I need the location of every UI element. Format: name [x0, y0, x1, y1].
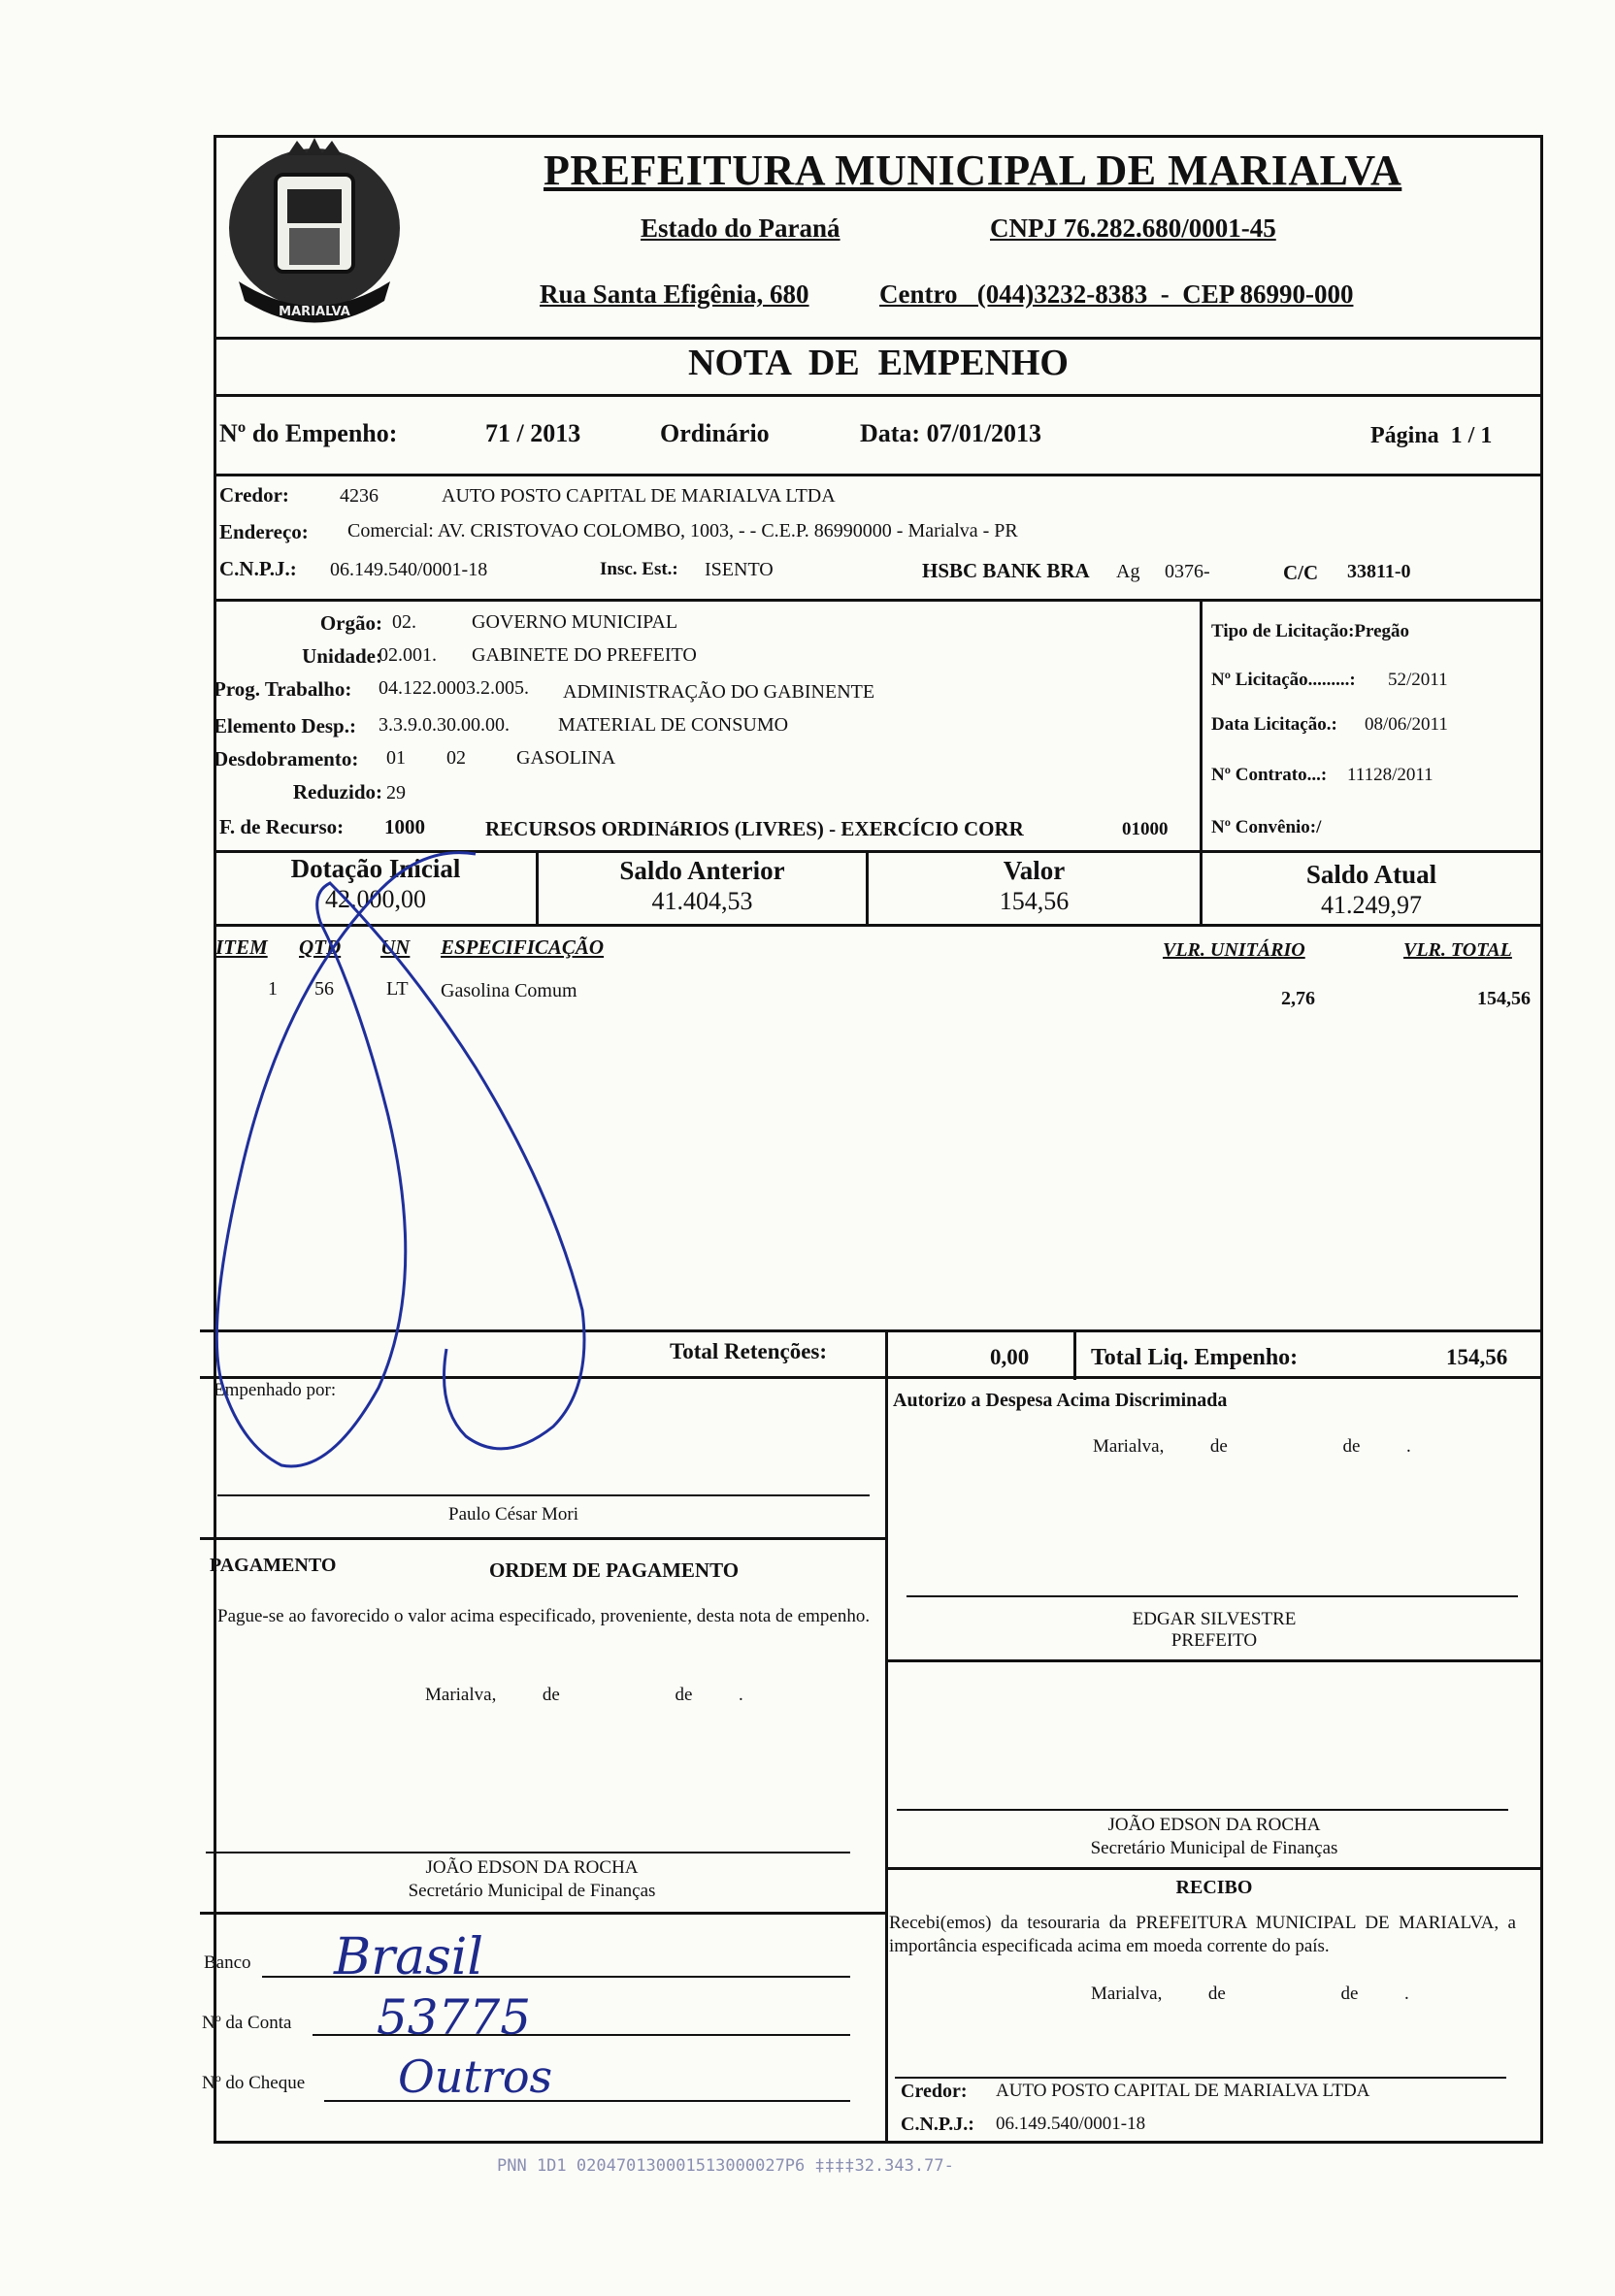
empenho-number: 71 / 2013 — [485, 419, 581, 447]
seal-label: MARIALVA — [279, 305, 350, 319]
elemento-code: 3.3.9.0.30.00.00. — [379, 714, 510, 736]
secretario-title-left: Secretário Municipal de Finanças — [408, 1881, 656, 1901]
divider — [885, 1329, 888, 1380]
total-retencoes-value: 0,00 — [990, 1345, 1030, 1369]
desdobramento-label: Desdobramento: — [214, 747, 359, 771]
date-line-3: Marialva, de de . — [1091, 1984, 1409, 2004]
col-header-qtd: QTD — [299, 935, 342, 959]
signature-line — [217, 1494, 870, 1496]
divider — [214, 474, 1543, 476]
row-total-value: 154,56 — [1477, 988, 1531, 1009]
signature-line — [897, 1809, 1508, 1811]
saldo-atual-value: 41.249,97 — [1321, 891, 1422, 919]
cheque-label: Nº do Cheque — [202, 2073, 306, 2093]
row-unit-value: 2,76 — [1281, 988, 1315, 1009]
recibo-credor-value: AUTO POSTO CAPITAL DE MARIALVA LTDA — [996, 2081, 1370, 2101]
tipo-licitacao: Tipo de Licitação:Pregão — [1211, 621, 1410, 641]
handwritten-loop-mark — [184, 844, 641, 1475]
divider — [200, 1912, 885, 1915]
divider — [885, 1867, 1543, 1870]
fonte-name: RECURSOS ORDINáRIOS (LIVRES) - EXERCÍCIO CORR — [485, 817, 1024, 840]
account-value: 33811-0 — [1347, 561, 1411, 582]
autorizo-label: Autorizo a Despesa Acima Discriminada — [893, 1390, 1228, 1411]
elemento-label: Elemento Desp.: — [214, 714, 356, 738]
agency-value: 0376- — [1165, 561, 1210, 582]
unidade-name: GABINETE DO PREFEITO — [472, 644, 697, 666]
saldo-anterior-label: Saldo Anterior — [619, 856, 785, 885]
address-rest: Centro (044)3232-8383 - CEP 86990-000 — [879, 279, 1354, 309]
state-label: Estado do Paraná — [641, 213, 840, 243]
insc-label: Insc. Est.: — [600, 559, 678, 579]
licitacao-number: 52/2011 — [1388, 670, 1448, 690]
agency-label: Ag — [1116, 561, 1140, 582]
valor-value: 154,56 — [999, 887, 1070, 915]
divider — [885, 1376, 888, 2143]
dotacao-label: Dotação Inicial — [290, 854, 461, 883]
handwritten-bank-info — [330, 1919, 621, 2114]
unidade-code: 02.001. — [379, 644, 437, 666]
saldo-atual-label: Saldo Atual — [1305, 860, 1437, 889]
orgao-code: 02. — [392, 611, 416, 633]
fonte-code2: 01000 — [1122, 819, 1169, 839]
row-qtd: 56 — [314, 978, 334, 1000]
credor-name: AUTO POSTO CAPITAL DE MARIALVA LTDA — [442, 485, 836, 507]
address-street: Rua Santa Efigênia, 680 — [540, 279, 809, 309]
signature-line — [206, 1852, 850, 1853]
empenho-number-label: Nº do Empenho: — [219, 419, 398, 447]
total-liq-label: Total Liq. Empenho: — [1091, 1345, 1299, 1370]
fonte-label: F. de Recurso: — [219, 815, 345, 838]
dotacao-value: 42.000,00 — [325, 885, 426, 913]
row-item: 1 — [268, 978, 278, 1000]
divider — [200, 1537, 885, 1540]
col-header-un: UN — [380, 935, 411, 959]
prog-name: ADMINISTRAÇÃO DO GABINENTE — [563, 681, 875, 703]
page-title: PREFEITURA MUNICIPAL DE MARIALVA — [544, 147, 1402, 194]
page-number: Página 1 / 1 — [1370, 423, 1493, 448]
svg-text:Brasil: Brasil — [334, 1928, 484, 1986]
svg-text:53775: 53775 — [377, 1989, 532, 2046]
recibo-cnpj-value: 06.149.540/0001-18 — [996, 2114, 1146, 2134]
prefeito-name: EDGAR SILVESTRE — [1132, 1609, 1297, 1629]
divider — [1200, 599, 1203, 853]
empenho-type: Ordinário — [660, 419, 770, 447]
footer-code: PNN 1D1 020470130001513000027P6 ‡‡‡‡32.343.77- — [497, 2156, 954, 2176]
municipal-seal-icon — [219, 136, 410, 335]
total-retencoes-label: Total Retenções: — [670, 1339, 828, 1363]
frame-right — [1540, 135, 1543, 2144]
licitacao-date: 08/06/2011 — [1365, 714, 1448, 735]
licitacao-number-label: Nº Licitação.........: — [1211, 670, 1356, 690]
empenho-date: Data: 07/01/2013 — [860, 419, 1042, 447]
signer-paulo: Paulo César Mori — [448, 1504, 579, 1525]
desdobramento-name: GASOLINA — [516, 747, 616, 769]
prog-label: Prog. Trabalho: — [214, 677, 352, 701]
pague-text: Pague-se ao favorecido o valor acima especificado, proveniente, desta nota de empenho. — [217, 1606, 871, 1626]
conta-label: Nº da Conta — [202, 2013, 292, 2033]
reduzido-label: Reduzido: — [292, 780, 382, 804]
convenio-label: Nº Convênio:/ — [1211, 817, 1322, 837]
pagamento-label: PAGAMENTO — [210, 1555, 337, 1576]
saldo-anterior-value: 41.404,53 — [651, 887, 753, 915]
divider — [1073, 1329, 1076, 1380]
empenhado-por-label: Empenhado por: — [214, 1380, 337, 1400]
frame-bottom — [214, 2141, 1543, 2144]
divider — [214, 599, 1543, 602]
svg-text:Outros: Outros — [398, 2050, 553, 2103]
credor-code: 4236 — [340, 485, 379, 507]
valor-label: Valor — [1003, 856, 1066, 885]
col-header-espec: ESPECIFICAÇÃO — [441, 935, 605, 959]
recibo-credor-label: Credor: — [901, 2081, 968, 2102]
reduzido-value: 29 — [386, 782, 406, 804]
orgao-label: Orgão: — [319, 611, 382, 635]
elemento-name: MATERIAL DE CONSUMO — [558, 714, 789, 736]
prog-code: 04.122.0003.2.005. — [379, 677, 529, 699]
cnpj-credor-label: C.N.P.J.: — [219, 557, 297, 580]
bank-name: HSBC BANK BRA — [922, 559, 1090, 582]
contrato-label: Nº Contrato...: — [1211, 765, 1328, 785]
document-title: NOTA DE EMPENHO — [688, 343, 1069, 383]
cnpj-credor-value: 06.149.540/0001-18 — [330, 559, 488, 580]
divider — [214, 394, 1543, 397]
date-line-2: Marialva, de de . — [425, 1685, 743, 1705]
secretario-name-right: JOÃO EDSON DA ROCHA — [1107, 1815, 1321, 1835]
date-line-1: Marialva, de de . — [1093, 1436, 1411, 1457]
total-liq-value: 154,56 — [1446, 1345, 1508, 1369]
secretario-title-right: Secretário Municipal de Finanças — [1090, 1838, 1338, 1858]
account-label: C/C — [1283, 561, 1319, 584]
col-header-item: ITEM — [215, 935, 268, 959]
licitacao-date-label: Data Licitação.: — [1211, 714, 1337, 735]
insc-value: ISENTO — [705, 559, 774, 580]
prefeito-title: PREFEITO — [1170, 1630, 1258, 1651]
recibo-title: RECIBO — [1175, 1877, 1253, 1898]
row-espec: Gasolina Comum — [441, 980, 577, 1001]
col-header-total-value: VLR. TOTAL — [1403, 939, 1512, 961]
signature-line — [906, 1595, 1518, 1597]
credor-label: Credor: — [219, 483, 289, 507]
fonte-code: 1000 — [384, 815, 425, 838]
cnpj-label: CNPJ 76.282.680/0001-45 — [990, 213, 1276, 243]
frame-top — [214, 135, 1543, 138]
signature-line — [895, 2077, 1506, 2079]
contrato-value: 11128/2011 — [1347, 765, 1434, 785]
col-header-unit-value: VLR. UNITÁRIO — [1163, 939, 1305, 961]
banco-label: Banco — [204, 1952, 251, 1973]
ordem-pagamento-label: ORDEM DE PAGAMENTO — [489, 1558, 740, 1582]
recibo-text: Recebi(emos) da tesouraria da PREFEITURA MUNICIPAL DE MARIALVA, a importância especificada acima em moeda corrente do país. — [889, 1913, 1516, 1956]
desdobramento-code2: 02 — [446, 747, 466, 769]
unidade-label: Unidade: — [302, 644, 382, 668]
divider — [214, 337, 1543, 340]
secretario-name-left: JOÃO EDSON DA ROCHA — [425, 1857, 639, 1878]
row-un: LT — [386, 978, 409, 1000]
recibo-cnpj-label: C.N.P.J.: — [901, 2114, 974, 2135]
orgao-name: GOVERNO MUNICIPAL — [472, 611, 678, 633]
divider — [885, 1659, 1543, 1662]
endereco-label: Endereço: — [219, 520, 309, 543]
endereco-value: Comercial: AV. CRISTOVAO COLOMBO, 1003, - - C.E.P. 86990000 - Marialva - PR — [347, 520, 1018, 541]
desdobramento-code1: 01 — [386, 747, 406, 769]
